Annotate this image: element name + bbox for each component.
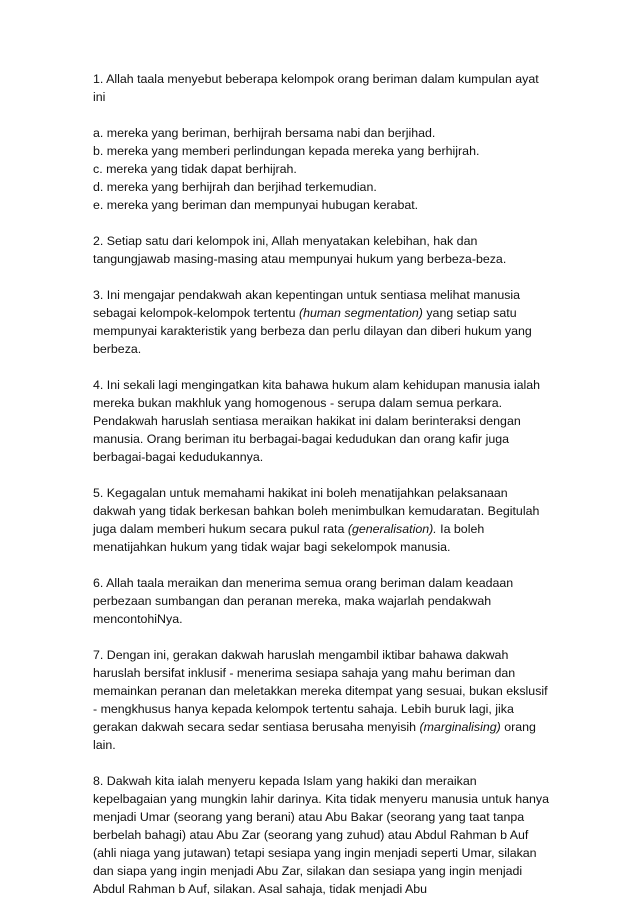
paragraph-3 <box>93 286 553 358</box>
paragraph-8: 8. Dakwah kita ialah menyeru kepada Islam yang hakiki dan meraikan kepelbagaian yang mungkin lahir darinya. Kita tidak menyeru manusia untuk hanya menjadi Umar (seorang yang berani) atau Abu Bakar (seorang yang taat tanpa berbelah bahagi) atau Abu Zar (seorang yang zuhud) atau Abdul Rahman b Auf (ahli niaga yang jutawan) tetapi sesiapa yang ingin menjadi seperti Umar, silakan dan siapa yang ingin menjadi Abu Zar, silakan dan sesiapa yang ingin menjadi Abdul Rahman b Auf, silakan. Asal sahaja, tidak menjadi Abu <box>93 774 549 896</box>
paragraph-4: 4. Ini sekali lagi mengingatkan kita bahawa hukum alam kehidupan manusia ialah mereka bukan makhluk yang homogenous - serupa dalam semua perkara. Pendakwah haruslah sentiasa meraikan hakikat ini dalam berinteraksi dengan manusia. Orang beriman itu berbagai-bagai kedudukan dan orang kafir juga berbagai-bagai kedudukannya. <box>93 378 541 464</box>
list-item: c. mereka yang tidak dapat berhijrah. <box>93 162 297 176</box>
paragraph-5 <box>93 484 553 556</box>
paragraph-7-text-end: orang lain. <box>93 720 536 752</box>
intro-paragraph: 1. Allah taala menyebut beberapa kelompok orang beriman dalam kumpulan ayat ini <box>93 72 539 104</box>
list-item: e. mereka yang beriman dan mempunyai hubugan kerabat. <box>93 198 419 212</box>
paragraph-2: 2. Setiap satu dari kelompok ini, Allah menyatakan kelebihan, hak dan tangungjawab masing-masing atau mempunyai hukum yang berbeza-beza. <box>93 234 507 266</box>
paragraph-3-italic: (human segmentation) <box>298 306 423 320</box>
paragraph-7-text: 7. Dengan ini, gerakan dakwah haruslah mengambil iktibar bahawa dakwah haruslah bersifat inklusif - menerima sesiapa sahaja yang mahu beriman dan memainkan peranan dan meletakkan mereka ditempat yang sesuai, bukan ekslusif - mengkhusus hanya kepada kelompok tertentu sahaja. Lebih buruk lagi, jika gerakan dakwah secara sedar sentiasa berusaha menyisih <box>93 648 548 734</box>
document-page <box>93 70 553 898</box>
list-item: d. mereka yang berhijrah dan berjihad terkemudian. <box>93 180 377 194</box>
believer-groups-list <box>93 124 553 214</box>
paragraph-3-text-end: yang setiap satu mempunyai karakteristik yang berbeza dan perlu dilayan dan diberi hukum yang berbeza. <box>93 306 532 356</box>
paragraph-7 <box>93 646 553 754</box>
list-item: a. mereka yang beriman, berhijrah bersama nabi dan berjihad. <box>93 126 436 140</box>
paragraph-5-text-end: Ia boleh menatijahkan hukum yang tidak wajar bagi sekelompok manusia. <box>93 522 485 554</box>
paragraph-spacer <box>93 106 553 124</box>
paragraph-7-italic: (marginalising) <box>419 720 501 734</box>
paragraph-3-text: 3. Ini mengajar pendakwah akan kepentingan untuk sentiasa melihat manusia sebagai kelompok-kelompok tertentu <box>93 288 521 320</box>
list-item: b. mereka yang memberi perlindungan kepada mereka yang berhijrah. <box>93 144 480 158</box>
paragraph-5-italic: (generalisation). <box>347 522 437 536</box>
paragraph-5-text: 5. Kegagalan untuk memahami hakikat ini boleh menatijahkan pelaksanaan dakwah yang tidak berkesan bahkan boleh menimbulkan kemudaratan. Begitulah juga dalam memberi hukum secara pukul rata <box>93 486 540 536</box>
paragraph-6: 6. Allah taala meraikan dan menerima semua orang beriman dalam keadaan perbezaan sumbangan dan peranan mereka, maka wajarlah pendakwah mencontohiNya. <box>93 576 514 626</box>
